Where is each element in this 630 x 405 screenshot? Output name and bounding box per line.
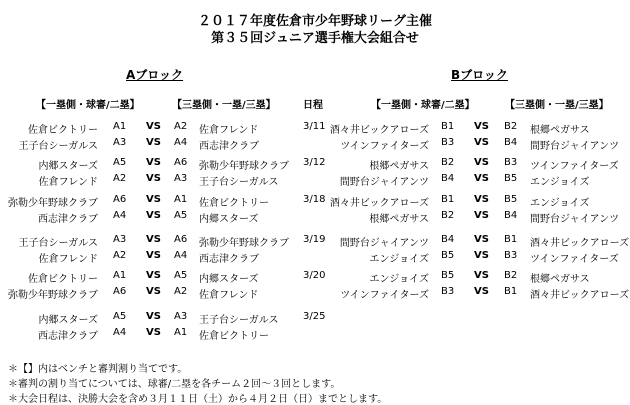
vs-label: VS bbox=[474, 286, 489, 297]
team-home: エンジョイズ bbox=[369, 274, 429, 285]
note-line: ＊大会日程は、決勝大会を含め３月１１日（土）から４月２日（日）までとします。 bbox=[8, 394, 388, 405]
vs-label: VS bbox=[146, 327, 161, 338]
team-code: B1 bbox=[441, 194, 455, 205]
vs-label: VS bbox=[474, 121, 489, 132]
round-date: 3/12 bbox=[303, 157, 326, 168]
team-home: 内郷スターズ bbox=[38, 315, 98, 326]
team-home: 王子台シーガルス bbox=[18, 141, 98, 152]
team-away: 王子台シーガルス bbox=[199, 315, 279, 326]
team-code: A3 bbox=[113, 137, 127, 148]
team-code: A4 bbox=[174, 137, 188, 148]
vs-label: VS bbox=[474, 137, 489, 148]
team-code: B2 bbox=[504, 121, 518, 132]
team-home: 酒々井ビックアローズ bbox=[329, 198, 429, 209]
team-away: 根郷ペガサス bbox=[530, 274, 590, 285]
team-code: B4 bbox=[504, 210, 518, 221]
vs-label: VS bbox=[146, 137, 161, 148]
team-code: A5 bbox=[174, 210, 188, 221]
team-home: 佐倉フレンド bbox=[38, 177, 98, 188]
team-code: A2 bbox=[174, 286, 188, 297]
team-code: A1 bbox=[113, 270, 127, 281]
team-away: エンジョイズ bbox=[530, 198, 590, 209]
block-b-right-header: 【三塁側・一塁/三塁】 bbox=[505, 100, 609, 111]
team-away: 佐倉ビクトリー bbox=[199, 331, 269, 342]
team-away: 弥勒少年野球クラブ bbox=[199, 161, 289, 172]
team-away: 佐倉フレンド bbox=[199, 125, 259, 136]
vs-label: VS bbox=[146, 194, 161, 205]
date-header: 日程 bbox=[303, 100, 323, 111]
team-code: B1 bbox=[441, 121, 455, 132]
round-date: 3/19 bbox=[303, 234, 326, 245]
team-home: 佐倉フレンド bbox=[38, 254, 98, 265]
round-date: 3/25 bbox=[303, 311, 326, 322]
vs-label: VS bbox=[146, 311, 161, 322]
vs-label: VS bbox=[146, 250, 161, 261]
team-code: A3 bbox=[113, 234, 127, 245]
team-code: B2 bbox=[441, 210, 455, 221]
team-code: A5 bbox=[113, 157, 127, 168]
vs-label: VS bbox=[146, 286, 161, 297]
team-away: 佐倉フレンド bbox=[199, 290, 259, 301]
team-code: A3 bbox=[174, 311, 188, 322]
team-home: 西志津クラブ bbox=[38, 331, 98, 342]
vs-label: VS bbox=[474, 157, 489, 168]
team-code: B3 bbox=[441, 286, 455, 297]
team-code: B4 bbox=[441, 173, 455, 184]
team-away: 根郷ペガサス bbox=[530, 125, 590, 136]
vs-label: VS bbox=[474, 270, 489, 281]
team-code: A3 bbox=[174, 173, 188, 184]
team-away: 内郷スターズ bbox=[199, 214, 259, 225]
team-code: A6 bbox=[174, 157, 188, 168]
vs-label: VS bbox=[146, 121, 161, 132]
team-away: 弥勒少年野球クラブ bbox=[199, 238, 289, 249]
team-home: 弥勒少年野球クラブ bbox=[8, 198, 98, 209]
team-code: A5 bbox=[174, 270, 188, 281]
team-home: 西志津クラブ bbox=[38, 214, 98, 225]
team-code: B2 bbox=[504, 270, 518, 281]
vs-label: VS bbox=[146, 234, 161, 245]
note-line: ＊【】内はベンチと審判割り当てです。 bbox=[8, 364, 188, 375]
team-home: 酒々井ビックアローズ bbox=[329, 125, 429, 136]
team-code: B2 bbox=[441, 157, 455, 168]
team-code: B5 bbox=[504, 194, 518, 205]
block-b-title: Bブロック bbox=[451, 68, 508, 82]
block-b-left-header: 【一塁側・球審/二塁】 bbox=[371, 100, 475, 111]
team-code: A6 bbox=[174, 234, 188, 245]
team-code: A4 bbox=[174, 250, 188, 261]
note-line: ＊審判の割り当てについては、球審/二塁を各チーム２回～３回とします。 bbox=[8, 379, 341, 390]
vs-label: VS bbox=[146, 270, 161, 281]
team-code: A2 bbox=[113, 250, 127, 261]
vs-label: VS bbox=[146, 210, 161, 221]
vs-label: VS bbox=[146, 173, 161, 184]
team-away: ツインファイターズ bbox=[530, 254, 619, 265]
team-away: 酒々井ビックアローズ bbox=[530, 238, 630, 249]
team-away: 西志津クラブ bbox=[199, 141, 259, 152]
team-home: エンジョイズ bbox=[369, 254, 429, 265]
team-code: B5 bbox=[441, 250, 455, 261]
vs-label: VS bbox=[474, 173, 489, 184]
team-code: B5 bbox=[504, 173, 518, 184]
team-away: ツインファイターズ bbox=[530, 161, 619, 172]
team-home: ツインファイターズ bbox=[340, 141, 429, 152]
team-code: B1 bbox=[504, 234, 518, 245]
team-away: 佐倉ビクトリー bbox=[199, 198, 269, 209]
document-title: ２０１７年度佐倉市少年野球リーグ主催 bbox=[197, 14, 432, 29]
team-away: 西志津クラブ bbox=[199, 254, 259, 265]
vs-label: VS bbox=[474, 234, 489, 245]
team-code: A4 bbox=[113, 327, 127, 338]
team-code: B3 bbox=[441, 137, 455, 148]
team-home: 根郷ペガサス bbox=[369, 214, 429, 225]
team-code: B5 bbox=[441, 270, 455, 281]
vs-label: VS bbox=[474, 210, 489, 221]
team-code: A1 bbox=[113, 121, 127, 132]
team-code: B3 bbox=[504, 250, 518, 261]
document-subtitle: 第３５回ジュニア選手権大会組合せ bbox=[211, 31, 419, 46]
team-code: A6 bbox=[113, 286, 127, 297]
team-away: エンジョイズ bbox=[530, 177, 590, 188]
vs-label: VS bbox=[474, 194, 489, 205]
team-code: A1 bbox=[174, 327, 188, 338]
team-home: 弥勒少年野球クラブ bbox=[8, 290, 98, 301]
team-code: A6 bbox=[113, 194, 127, 205]
block-a-right-header: 【三塁側・一塁/三塁】 bbox=[172, 100, 276, 111]
team-home: 間野台ジャイアンツ bbox=[339, 238, 429, 249]
vs-label: VS bbox=[146, 157, 161, 168]
team-code: B3 bbox=[504, 157, 518, 168]
vs-label: VS bbox=[474, 250, 489, 261]
round-date: 3/18 bbox=[303, 194, 326, 205]
team-code: A5 bbox=[113, 311, 127, 322]
team-code: B1 bbox=[504, 286, 518, 297]
team-away: 内郷スターズ bbox=[199, 274, 259, 285]
team-code: A2 bbox=[174, 121, 188, 132]
block-a-title: Aブロック bbox=[126, 68, 184, 82]
round-date: 3/20 bbox=[303, 270, 326, 281]
team-home: 間野台ジャイアンツ bbox=[339, 177, 429, 188]
team-code: A4 bbox=[113, 210, 127, 221]
team-home: 佐倉ビクトリー bbox=[28, 274, 98, 285]
round-date: 3/11 bbox=[303, 121, 326, 132]
team-home: 王子台シーガルス bbox=[18, 238, 98, 249]
block-a-left-header: 【一塁側・球審/二塁】 bbox=[36, 100, 140, 111]
team-home: 佐倉ビクトリー bbox=[28, 125, 98, 136]
team-away: 王子台シーガルス bbox=[199, 177, 279, 188]
team-code: B4 bbox=[441, 234, 455, 245]
team-away: 間野台ジャイアンツ bbox=[530, 214, 620, 225]
team-code: B4 bbox=[504, 137, 518, 148]
team-away: 間野台ジャイアンツ bbox=[530, 141, 620, 152]
team-code: A2 bbox=[113, 173, 127, 184]
team-home: ツインファイターズ bbox=[340, 290, 429, 301]
team-code: A1 bbox=[174, 194, 188, 205]
team-home: 内郷スターズ bbox=[38, 161, 98, 172]
team-away: 酒々井ビックアローズ bbox=[530, 290, 630, 301]
team-home: 根郷ペガサス bbox=[369, 161, 429, 172]
